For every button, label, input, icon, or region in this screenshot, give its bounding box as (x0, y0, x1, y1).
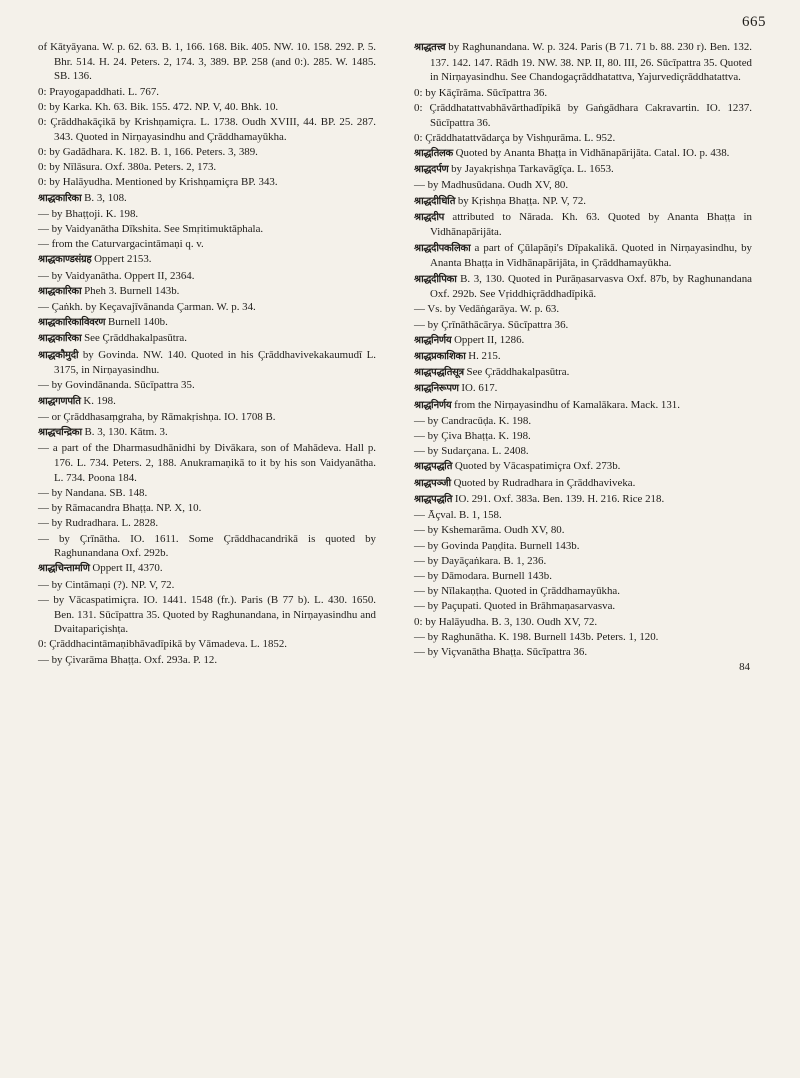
entry-text: IO. 291. Oxf. 383a. Ben. 139. H. 216. Rice 218. (452, 492, 665, 505)
index-entry (38, 425, 376, 441)
index-entry: — Çaṅkh. by Keçavajīvānanda Çarman. W. p. 34. (38, 300, 256, 313)
devanagari-headword: श्राद्धदीप (414, 211, 445, 223)
index-entry: — by Sudarçana. L. 2408. (414, 445, 529, 458)
index-entry: 0: by Gadādhara. K. 182. B. 1, 166. Peters. 3, 389. (38, 145, 258, 158)
devanagari-headword: श्राद्धदर्पण (414, 164, 449, 176)
index-entry: — by Vaidyanātha. Oppert II, 2364. (38, 269, 195, 282)
entry-text: B. 3, 108. (81, 191, 127, 204)
index-entry: — by Vaidyanātha Dīkshita. See Smṛitimuktāphala. (38, 222, 264, 235)
entry-text: Burnell 140b. (105, 316, 168, 329)
devanagari-headword: श्राद्धपञ्जी (414, 477, 451, 489)
index-entry (414, 162, 752, 178)
index-entry: — Vs. by Vedāṅgarāya. W. p. 63. (414, 303, 560, 316)
index-entry (414, 241, 752, 271)
index-entry (414, 210, 752, 240)
index-entry: 0: Çrāddhacintāmaṇibhāvadīpikā by Vāmadeva. L. 1852. (38, 638, 288, 651)
index-entry: — or Çrāddhasaṃgraha, by Rāmakṛishṇa. IO. 1708 B. (38, 410, 276, 423)
index-entry: 0: by Halāyudha. B. 3, 130. Oudh XV, 72. (414, 615, 598, 628)
devanagari-headword: श्राद्धचिन्तामणि (38, 563, 90, 575)
index-entry (38, 252, 376, 268)
index-entry: — by Govinda Paṇḍita. Burnell 143b. (414, 539, 580, 552)
index-entry: — by Paçupati. Quoted in Brāhmaṇasarvasva. (414, 600, 616, 613)
index-entry: — by Rāmacandra Bhaṭṭa. NP. X, 10. (38, 502, 202, 515)
index-entry (414, 365, 752, 381)
index-entry: — by Raghunātha. K. 198. Burnell 143b. Peters. 1, 120. (414, 630, 659, 643)
entry-text: K. 198. (80, 394, 116, 407)
index-entry: 0: by Halāyudha. Mentioned by Krishṇamiçra BP. 343. (38, 176, 278, 189)
index-entry (414, 459, 752, 475)
devanagari-headword: श्राद्धगणपति (38, 395, 81, 407)
index-entry: — by Nandana. SB. 148. (38, 486, 148, 499)
index-entry: of Kātyāyana. W. p. 62. 63. B. 1, 166. 168. Bik. 405. NW. 10. 158. 292. P. 5. Bhr. 514. H. 24. Peters. 2, 174. 3, 389. BP. 258 (and 0:). 285. W. 1485. SB. 136. (38, 41, 376, 83)
entry-text: B. 3, 130. Quoted in Purāṇasarvasva Oxf. 87b, by Raghunandana Oxf. 292b. See Vṛiddhiçrāddhadīpikā. (430, 272, 752, 301)
entry-text: See Çrāddhakalpasūtra. (81, 332, 187, 345)
devanagari-headword: श्राद्धचन्द्रिका (38, 427, 82, 439)
left-column (38, 40, 376, 668)
right-column (414, 40, 752, 675)
index-entry: 0: Çrāddhatattvabhāvārthadīpikā by Gaṅgādhara Cakravartin. IO. 1237. Sūcīpattra 36. (414, 101, 752, 129)
index-entry (38, 315, 376, 331)
index-entry (414, 398, 752, 414)
entry-text: by Raghunandana. W. p. 324. Paris (B 71. 71 b. 88. 230 r). Ben. 132. 137. 142. 147. Rādh 19. NW. 38. NP. II, 80. III, 26. Sūcīpattra 35. Quoted in Nirṇayasindhu. See Chandogaçrāddhatattva, Yajurvediçrāddhatattva. (430, 41, 752, 84)
devanagari-headword: श्राद्धप्रकाशिका (414, 351, 466, 363)
index-entry: — by Çiva Bhaṭṭa. K. 198. (414, 430, 531, 443)
index-entry (414, 476, 752, 492)
index-entry: 0: by Karka. Kh. 63. Bik. 155. 472. NP. V, 40. Bhk. 10. (38, 100, 279, 113)
devanagari-headword: श्राद्धतत्त्व (414, 42, 446, 53)
entry-text: from the Nirṇayasindhu of Kamalākara. Mack. 131. (451, 398, 680, 411)
devanagari-headword: श्राद्धतिलक (414, 147, 453, 159)
entry-text: See Çrāddhakalpasūtra. (463, 366, 570, 379)
index-entry: — by Vācaspatimiçra. IO. 1441. 1548 (fr.). Paris (B 77 b). L. 430. 1650. Ben. 131. Sūcīpattra 35. Quoted by Raghunandana, in Nirṇayasindhu and Dvaitapariçishṭa. (38, 593, 376, 636)
index-entry: — from the Caturvargacintāmaṇi q. v. (38, 238, 204, 251)
entry-text: Oppert II, 1286. (451, 333, 525, 346)
index-entry: — by Dayāçaṅkara. B. 1, 236. (414, 554, 547, 567)
index-entry (38, 191, 376, 207)
index-entry: — by Çrīnāthācārya. Sūcīpattra 36. (414, 318, 569, 331)
index-entry: 0: by Kāçīrāma. Sūcīpattra 36. (414, 86, 548, 99)
entry-text: Pheh 3. Burnell 143b. (81, 284, 180, 297)
index-entry (414, 194, 752, 210)
page-number: 665 (742, 14, 766, 30)
index-entry (38, 284, 376, 300)
index-entry: — by Cintāmaṇi (?). NP. V, 72. (38, 578, 175, 591)
entry-text: Oppert II, 4370. (89, 562, 163, 575)
signature-mark: 84 (739, 661, 750, 674)
index-entry: — by Dāmodara. Burnell 143b. (414, 569, 552, 582)
index-entry (414, 333, 752, 349)
index-entry: — by Nīlakaṇṭha. Quoted in Çrāddhamayūkha. (414, 585, 620, 598)
index-entry (38, 561, 376, 577)
devanagari-headword: श्राद्धकारिका (38, 285, 82, 297)
index-entry: 0: Prayogapaddhati. L. 767. (38, 85, 159, 98)
entry-text: Quoted by Ananta Bhaṭṭa in Vidhānapārijāta. Catal. IO. p. 438. (452, 146, 730, 159)
devanagari-headword: श्राद्धनिर्णय (414, 399, 452, 411)
entry-text: by Kṛishṇa Bhaṭṭa. NP. V, 72. (455, 194, 586, 207)
devanagari-headword: श्राद्धनिर्णय (414, 334, 452, 346)
devanagari-headword: श्राद्धपद्धतिसूत्र (414, 367, 464, 379)
devanagari-headword: श्राद्धदीपकलिका (414, 242, 471, 254)
index-entry (414, 492, 752, 508)
devanagari-headword: श्राद्धकारिका (38, 333, 82, 345)
entry-text: Oppert 2153. (91, 253, 152, 266)
index-entry (414, 40, 752, 85)
index-entry: — by Govindānanda. Sūcīpattra 35. (38, 379, 195, 392)
index-entry: — Āçval. B. 1, 158. (414, 509, 502, 522)
devanagari-headword: श्राद्धकारिका (38, 192, 82, 204)
index-entry: — a part of the Dharmasudhānidhi by Divākara, son of Mahādeva. Hall p. 176. L. 734. Peters. 2, 188. Anukramaṇikā to it by his son Vaidyanātha. L. 734. Poona 184. (38, 442, 376, 484)
index-entry (414, 146, 752, 162)
devanagari-headword: श्राद्धपद्धति (414, 461, 453, 473)
index-entry: — by Kshemarāma. Oudh XV, 80. (414, 524, 565, 537)
devanagari-headword: श्राद्धकौमुदी (38, 349, 79, 361)
index-entry: — by Candracūḍa. K. 198. (414, 414, 532, 427)
index-entry (38, 348, 376, 378)
index-entry (38, 331, 376, 347)
index-entry (414, 272, 752, 302)
entry-text: Quoted by Vācaspatimiçra Oxf. 273b. (452, 460, 621, 473)
devanagari-headword: श्राद्धपद्धति (414, 493, 453, 505)
index-entry: 0: Çrāddhatattvādarça by Vishṇurāma. L. 952. (414, 131, 616, 144)
index-entry: 0: by Nīlāsura. Oxf. 380a. Peters. 2, 173. (38, 161, 217, 174)
devanagari-headword: श्राद्धकारिकाविवरण (38, 317, 106, 329)
entry-text: attributed to Nārada. Kh. 63. Quoted by Ananta Bhaṭṭa in Vidhānapārijāta. (430, 210, 752, 239)
devanagari-headword: श्राद्धनिरूपण (414, 383, 459, 395)
entry-text: H. 215. (465, 350, 501, 363)
index-entry: — by Çivarāma Bhaṭṭa. Oxf. 293a. P. 12. (38, 653, 218, 666)
index-entry (414, 349, 752, 365)
index-entry (38, 394, 376, 410)
index-entry: — by Madhusūdana. Oudh XV, 80. (414, 179, 569, 192)
index-entry: 0: Çrāddhakāçikā by Krishṇamiçra. L. 1738. Oudh XVIII, 44. BP. 25. 287. 343. Quoted in Nirṇayasindhu and Çrāddhamayūkha. (38, 116, 376, 143)
index-entry: — by Bhaṭṭoji. K. 198. (38, 207, 139, 220)
entry-text: Quoted by Rudradhara in Çrāddhaviveka. (450, 476, 636, 489)
devanagari-headword: श्राद्धकाण्डसंग्रह (38, 254, 92, 266)
index-entry: — by Rudradhara. L. 2828. (38, 517, 159, 530)
index-entry: — by Viçvanātha Bhaṭṭa. Sūcīpattra 36. (414, 645, 588, 658)
entry-text: IO. 617. (458, 382, 498, 395)
entry-text: by Jayakṛishṇa Tarkavāgīça. L. 1653. (448, 163, 614, 176)
entry-text: by Govinda. NW. 140. Quoted in his Çrāddhavivekakaumudī L. 3175, in Nirṇayasindhu. (54, 348, 376, 377)
index-entry: — by Çrīnātha. IO. 1611. Some Çrāddhacandrikā is quoted by Raghunandana Oxf. 292b. (38, 532, 376, 560)
index-entry (414, 381, 752, 397)
devanagari-headword: श्राद्धदीधिति (414, 195, 456, 207)
entry-text: a part of Çūlapāṇi's Dīpakalikā. Quoted in Nirṇayasindhu, by Ananta Bhaṭṭa in Vidhānapārijāta, in Çrāddhamayūkha. (430, 241, 752, 270)
entry-text: B. 3, 130. Kātm. 3. (81, 426, 168, 439)
devanagari-headword: श्राद्धदीपिका (414, 273, 457, 285)
